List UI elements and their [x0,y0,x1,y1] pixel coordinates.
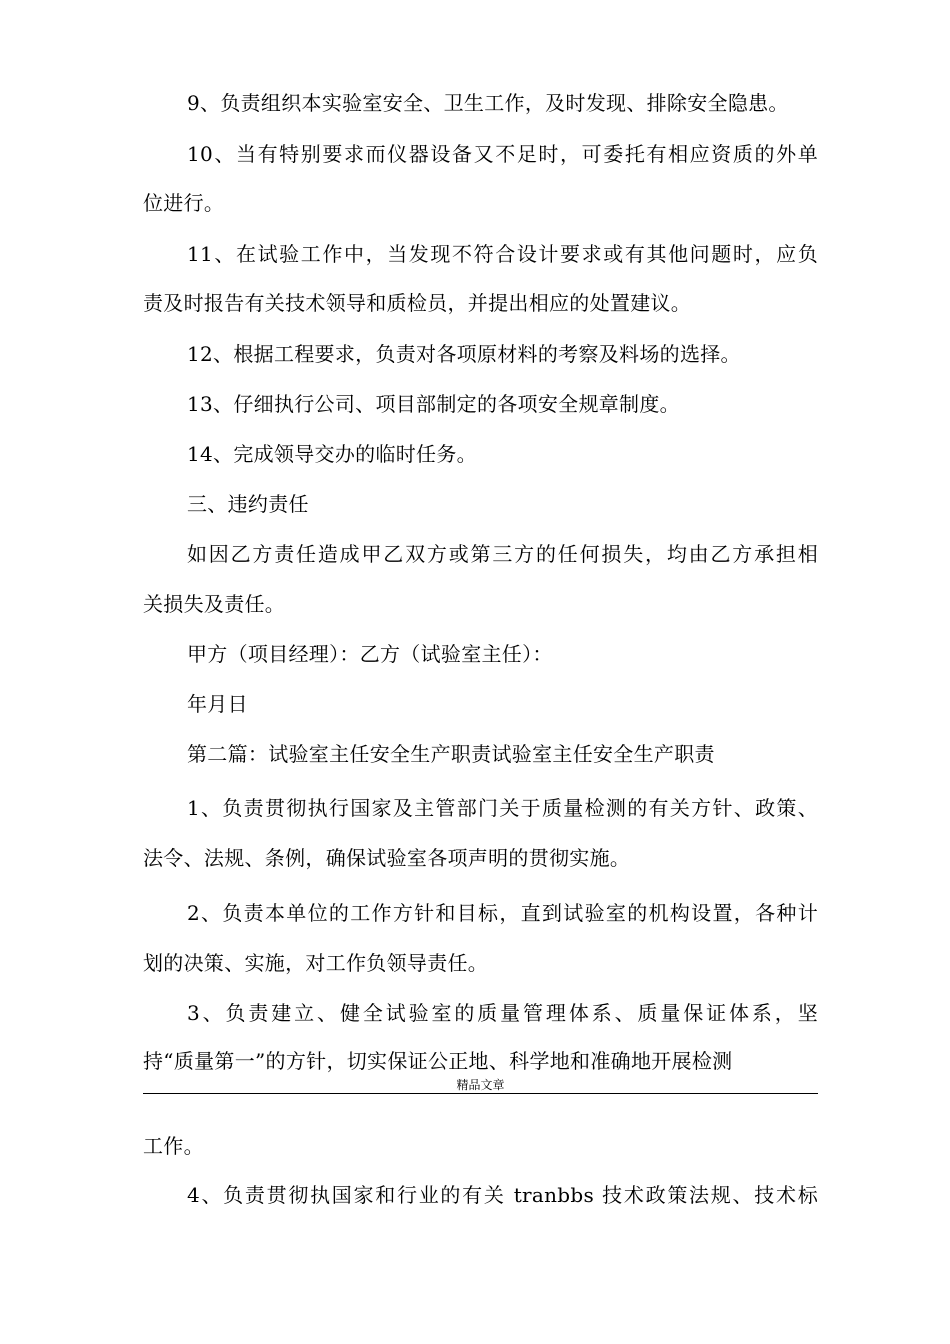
paragraph-item-11-line1: 11、在试验工作中，当发现不符合设计要求或有其他问题时，应负 [187,242,818,266]
duty-3-line3: 工作。 [143,1134,204,1158]
liability-text-line2: 关损失及责任。 [143,592,286,616]
paragraph-item-9: 9、负责组织本实验室安全、卫生工作，及时发现、排除安全隐患。 [187,91,789,115]
signature-line: 甲方（项目经理）：乙方（试验室主任）： [187,642,553,666]
duty-1-line2: 法令、法规、条例，确保试验室各项声明的贯彻实施。 [143,846,631,870]
duty-3-line2: 持“质量第一”的方针，切实保证公正地、科学地和准确地开展检测 [143,1049,733,1073]
paragraph-item-13: 13、仔细执行公司、项目部制定的各项安全规章制度。 [187,392,680,416]
date-line: 年月日 [187,692,248,716]
footer-divider [143,1093,818,1094]
paragraph-item-12: 12、根据工程要求，负责对各项原材料的考察及料场的选择。 [187,342,741,366]
paragraph-item-10-line1: 10、当有特别要求而仪器设备又不足时，可委托有相应资质的外单 [187,142,818,166]
duty-2-line1: 2、负责本单位的工作方针和目标，直到试验室的机构设置，各种计 [187,901,818,925]
duty-2-line2: 划的决策、实施，对工作负领导责任。 [143,951,489,975]
paragraph-item-10-line2: 位进行。 [143,191,225,215]
paragraph-item-14: 14、完成领导交办的临时任务。 [187,442,477,466]
part2-title: 第二篇：试验室主任安全生产职责试验室主任安全生产职责 [187,742,715,766]
duty-4-line1: 4、负责贯彻执国家和行业的有关 tranbbs 技术政策法规、技术标 [187,1183,818,1207]
liability-text-line1: 如因乙方责任造成甲乙双方或第三方的任何损失，均由乙方承担相 [187,542,818,566]
duty-1-line1: 1、负责贯彻执行国家及主管部门关于质量检测的有关方针、政策、 [187,796,818,820]
footer-label: 精品文章 [456,1078,505,1092]
section-heading-liability: 三、违约责任 [187,492,309,516]
paragraph-item-11-line2: 责及时报告有关技术领导和质检员，并提出相应的处置建议。 [143,291,692,315]
duty-3-line1: 3、负责建立、健全试验室的质量管理体系、质量保证体系，坚 [187,1001,818,1025]
